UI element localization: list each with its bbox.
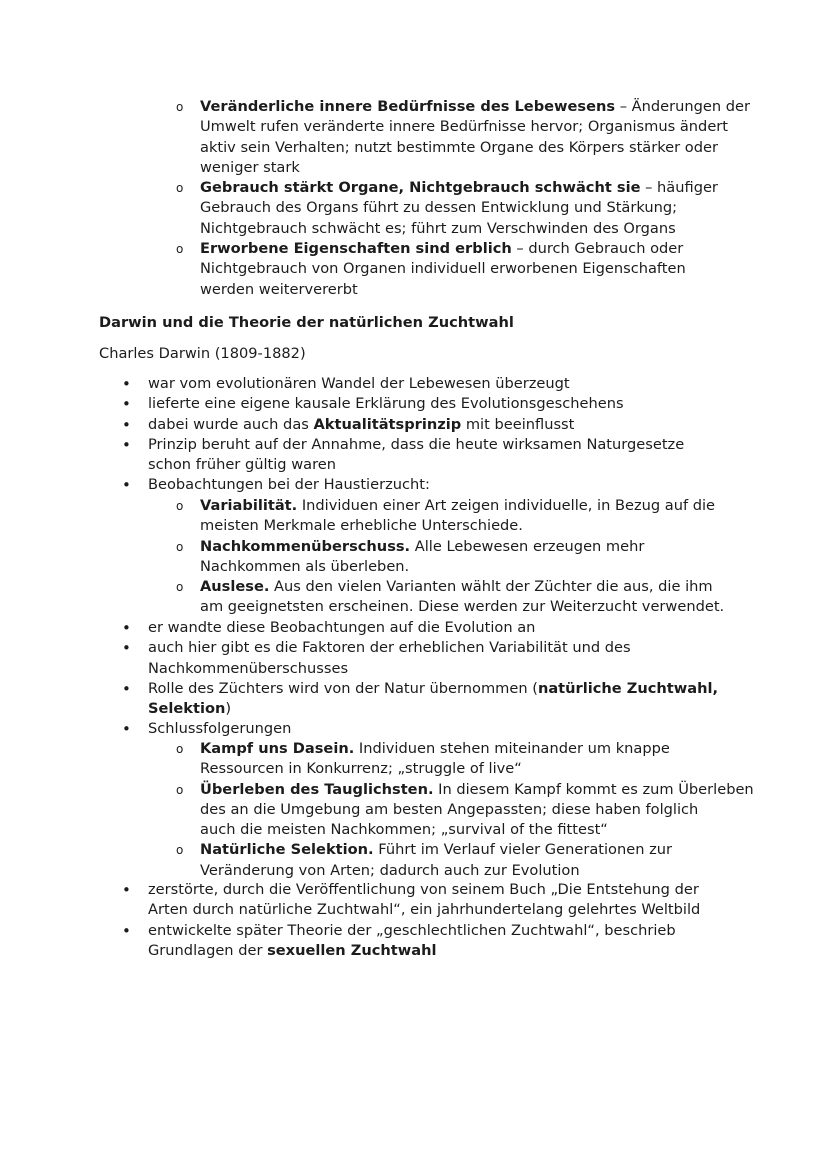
term: Natürliche Selektion.	[200, 841, 374, 859]
text: Ressourcen in Konkurrenz; „struggle of live“	[200, 760, 522, 778]
bullet-list-2	[0, 618, 828, 740]
text: Alle Lebewesen erzeugen mehr	[410, 537, 645, 555]
text: er wandte diese Beobachtungen auf die Evolution an	[148, 619, 536, 636]
text: schon früher gültig waren	[148, 456, 336, 474]
text: auch hier gibt es die Faktoren der erheblichen Variabilität und des	[148, 639, 631, 657]
text: auch die meisten Nachkommen; „survival of the fittest“	[200, 821, 608, 839]
circle-bullet-icon: o	[176, 782, 184, 797]
sub-item	[0, 840, 828, 881]
bullet-item	[0, 880, 828, 921]
circle-bullet-icon: o	[176, 580, 184, 595]
text: Individuen stehen miteinander um knappe	[354, 740, 670, 757]
text: Beobachtungen bei der Haustierzucht:	[148, 476, 430, 494]
bullet-dot-icon: •	[122, 395, 131, 414]
sub-list-top	[0, 97, 828, 300]
text: Führt im Verlauf vieler Generationen zur	[373, 841, 672, 859]
bullet-dot-icon: •	[122, 881, 131, 899]
text: – häufiger	[640, 179, 718, 197]
bullet-item	[0, 921, 828, 962]
text: dabei wurde auch das	[148, 415, 314, 433]
text: – durch Gebrauch oder	[511, 240, 684, 258]
bullet-item	[0, 435, 828, 476]
circle-bullet-icon: o	[176, 181, 184, 196]
heading-text: Darwin und die Theorie der natürlichen Zuchtwahl	[99, 314, 514, 331]
text: Prinzip beruht auf der Annahme, dass die heute wirksamen Naturgesetze	[148, 435, 685, 453]
text: Schlussfolgerungen	[148, 720, 292, 738]
term: sexuellen Zuchtwahl	[267, 941, 437, 959]
text: Nachkommenüberschusses	[148, 659, 349, 677]
circle-bullet-icon: o	[176, 742, 184, 756]
text: Nachkommen als überleben.	[200, 557, 410, 575]
sub-list-bottom	[0, 739, 828, 881]
bullet-item	[0, 719, 828, 739]
text: Umwelt rufen veränderte innere Bedürfnisse hervor; Organismus ändert	[200, 118, 729, 136]
text: war vom evolutionären Wandel der Lebewesen überzeugt	[148, 375, 570, 392]
section-heading	[0, 313, 828, 333]
bullet-dot-icon: •	[122, 435, 131, 454]
bullet-dot-icon: •	[122, 639, 131, 658]
text: mit beeinflusst	[461, 415, 575, 433]
text: Individuen einer Art zeigen individuelle, in Bezug auf die	[297, 497, 716, 514]
bullet-item	[0, 618, 828, 638]
subheading	[0, 344, 828, 364]
term: Kampf uns Dasein.	[200, 740, 355, 757]
bullet-item	[0, 415, 828, 435]
text: Veränderung von Arten; dadurch auch zur Evolution	[200, 861, 580, 879]
sub-item	[0, 496, 828, 537]
subheading-text: Charles Darwin (1809-1882)	[99, 345, 306, 362]
bullet-item	[0, 394, 828, 414]
bullet-dot-icon: •	[122, 415, 131, 434]
term: Variabilität.	[200, 497, 298, 514]
sub-item	[0, 239, 828, 300]
circle-bullet-icon: o	[176, 100, 184, 114]
term: Erworbene Eigenschaften sind erblich	[200, 240, 512, 258]
sub-item	[0, 739, 828, 780]
circle-bullet-icon: o	[176, 499, 184, 513]
bullet-item	[0, 475, 828, 495]
term: Auslese.	[200, 578, 270, 596]
text: zerstörte, durch die Veröffentlichung von seinem Buch „Die Entstehung der	[148, 881, 699, 898]
text: lieferte eine eigene kausale Erklärung des Evolutionsgeschehens	[148, 395, 624, 413]
text: Arten durch natürliche Zuchtwahl“, ein jahrhundertelang gelehrtes Weltbild	[148, 901, 701, 919]
bullet-item	[0, 374, 828, 394]
bullet-item	[0, 638, 828, 679]
text: Nichtgebrauch schwächt es; führt zum Verschwinden des Organs	[200, 219, 676, 237]
sub-item	[0, 780, 828, 841]
bullet-item	[0, 679, 828, 720]
term: Selektion	[148, 700, 226, 718]
text: Grundlagen der	[148, 941, 268, 959]
sub-item	[0, 537, 828, 578]
text: Gebrauch des Organs führt zu dessen Entwicklung und Stärkung;	[200, 199, 678, 217]
text: aktiv sein Verhalten; nutzt bestimmte Organe des Körpers stärker oder	[200, 138, 718, 156]
bullet-dot-icon: •	[122, 476, 131, 495]
bullet-dot-icon: •	[122, 619, 131, 637]
term: natürliche Zuchtwahl,	[537, 679, 719, 697]
text: In diesem Kampf kommt es zum Überleben	[433, 780, 754, 798]
bullet-list-3	[0, 880, 828, 961]
circle-bullet-icon: o	[176, 242, 184, 257]
text: meisten Merkmale erhebliche Unterschiede.	[200, 517, 523, 535]
text: )	[225, 700, 232, 718]
text: werden weitervererbt	[200, 280, 358, 298]
bullet-dot-icon: •	[122, 375, 131, 393]
text: des an die Umgebung am besten Angepassten; diese haben folglich	[200, 800, 699, 818]
term: Gebrauch stärkt Organe, Nichtgebrauch schwächt sie	[200, 179, 641, 197]
text: Rolle des Züchters wird von der Natur übernommen (	[148, 679, 538, 697]
term: Veränderliche innere Bedürfnisse des Lebewesens	[200, 98, 616, 115]
bullet-dot-icon: •	[122, 679, 131, 698]
sub-item	[0, 97, 828, 178]
term: Nachkommenüberschuss.	[200, 537, 411, 555]
circle-bullet-icon: o	[176, 539, 184, 554]
sub-item	[0, 178, 828, 239]
text: – Änderungen der	[615, 98, 751, 115]
term: Überleben des Tauglichsten.	[200, 780, 434, 798]
text: entwickelte später Theorie der „geschlechtlichen Zuchtwahl“, beschrieb	[148, 921, 676, 939]
bullet-list-1	[0, 374, 828, 496]
bullet-dot-icon: •	[122, 921, 131, 940]
sub-item	[0, 577, 828, 618]
term: Aktualitätsprinzip	[313, 415, 462, 433]
bullet-dot-icon: •	[122, 720, 131, 739]
sub-list-mid	[0, 496, 828, 618]
text: am geeignetsten erscheinen. Diese werden zur Weiterzucht verwendet.	[200, 598, 725, 616]
text: Nichtgebrauch von Organen individuell erworbenen Eigenschaften	[200, 260, 686, 278]
text: Aus den vielen Varianten wählt der Züchter die aus, die ihm	[269, 578, 713, 596]
text: weniger stark	[200, 158, 300, 176]
circle-bullet-icon: o	[176, 843, 184, 858]
